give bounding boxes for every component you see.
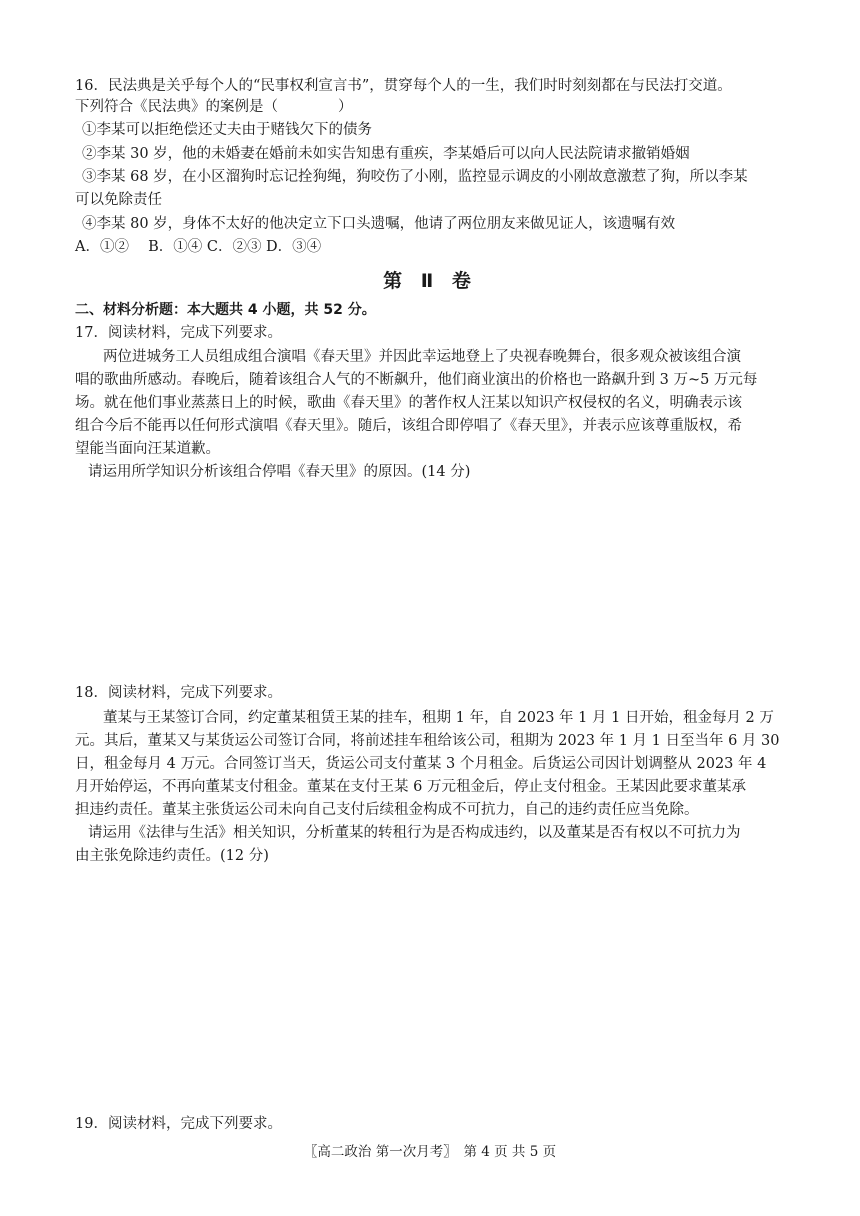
q18-question-line-2: 由主张免除违约责任。(12 分): [75, 848, 269, 864]
q16-stem-suffix: ）: [338, 99, 353, 115]
q16-stem-prefix: 下列符合《民法典》的案例是（: [75, 99, 278, 115]
q17-para-line-2: 唱的歌曲所感动。春晚后，随着该组合人气的不断飙升，他们商业演出的价格也一路飙升到 3 万~5 万元每: [75, 372, 758, 388]
q18-question-line-1: 请运用《法律与生活》相关知识，分析董某的转租行为是否构成违约，以及董某是否有权以不可抗力为: [88, 825, 741, 841]
section-heading: 二、材料分析题：本大题共 4 小题，共 52 分。: [75, 302, 376, 318]
q18-para-line-4: 月开始停运，不再向董某支付租金。董某在支付王某 6 万元租金后，停止支付租金。王某因此要求董某承: [75, 779, 746, 795]
q18-para-line-1: 董某与王某签订合同，约定董某租赁王某的挂车，租期 1 年，自 2023 年 1 月 1 日开始，租金每月 2 万: [103, 710, 774, 726]
q16-choices: A．①② B．①④ C．②③ D．③④: [75, 239, 322, 255]
q17-question: 请运用所学知识分析该组合停唱《春天里》的原因。(14 分): [88, 464, 471, 480]
section-title: 第 Ⅱ 卷: [383, 270, 477, 292]
q17-para-line-1: 两位进城务工人员组成组合演唱《春天里》并因此幸运地登上了央视春晚舞台，很多观众被该组合演: [103, 349, 741, 365]
q16-option-3-cont: 可以免除责任: [75, 192, 162, 208]
q18-para-line-3: 日，租金每月 4 万元。合同签订当天，货运公司支付董某 3 个月租金。后货运公司因计划调整从 2023 年 4: [75, 756, 767, 772]
q16-option-3: ③李某 68 岁，在小区溜狗时忘记拴狗绳，狗咬伤了小刚，监控显示调皮的小刚故意激惹了狗，所以李某: [82, 169, 748, 185]
q18-heading: 18．阅读材料，完成下列要求。: [75, 685, 282, 701]
q16-option-2: ②李某 30 岁，他的未婚妻在婚前未如实告知患有重疾，李某婚后可以向人民法院请求撤销婚姻: [82, 146, 690, 162]
page-footer: 〖高二政治 第一次月考〗 第 4 页 共 5 页: [303, 1144, 557, 1160]
q16-stem-line-2: [75, 97, 353, 117]
q16-option-4: ④李某 80 岁，身体不太好的他决定立下口头遗嘱，他请了两位朋友来做见证人，该遗嘱有效: [82, 216, 676, 232]
q16-option-1: ①李某可以拒绝偿还丈夫由于赌钱欠下的债务: [82, 122, 372, 138]
q19-heading: 19．阅读材料，完成下列要求。: [75, 1116, 282, 1132]
q17-para-line-4: 组合今后不能再以任何形式演唱《春天里》。随后，该组合即停唱了《春天里》，并表示应该尊重版权，希: [75, 418, 742, 434]
q17-heading: 17．阅读材料，完成下列要求。: [75, 325, 282, 341]
q18-para-line-5: 担违约责任。董某主张货运公司未向自己支付后续租金构成不可抗力，自己的违约责任应当免除。: [75, 802, 699, 818]
q16-stem-line-1: 16．民法典是关乎每个人的“民事权利宣言书”，贯穿每个人的一生，我们时时刻刻都在与民法打交道。: [75, 78, 732, 94]
q17-para-line-5: 望能当面向汪某道歉。: [75, 441, 220, 457]
q18-para-line-2: 元。其后，董某又与某货运公司签订合同，将前述挂车租给该公司，租期为 2023 年 1 月 1 日至当年 6 月 30: [75, 733, 780, 749]
q17-para-line-3: 场。就在他们事业蒸蒸日上的时候，歌曲《春天里》的著作权人汪某以知识产权侵权的名义，明确表示该: [75, 395, 742, 411]
